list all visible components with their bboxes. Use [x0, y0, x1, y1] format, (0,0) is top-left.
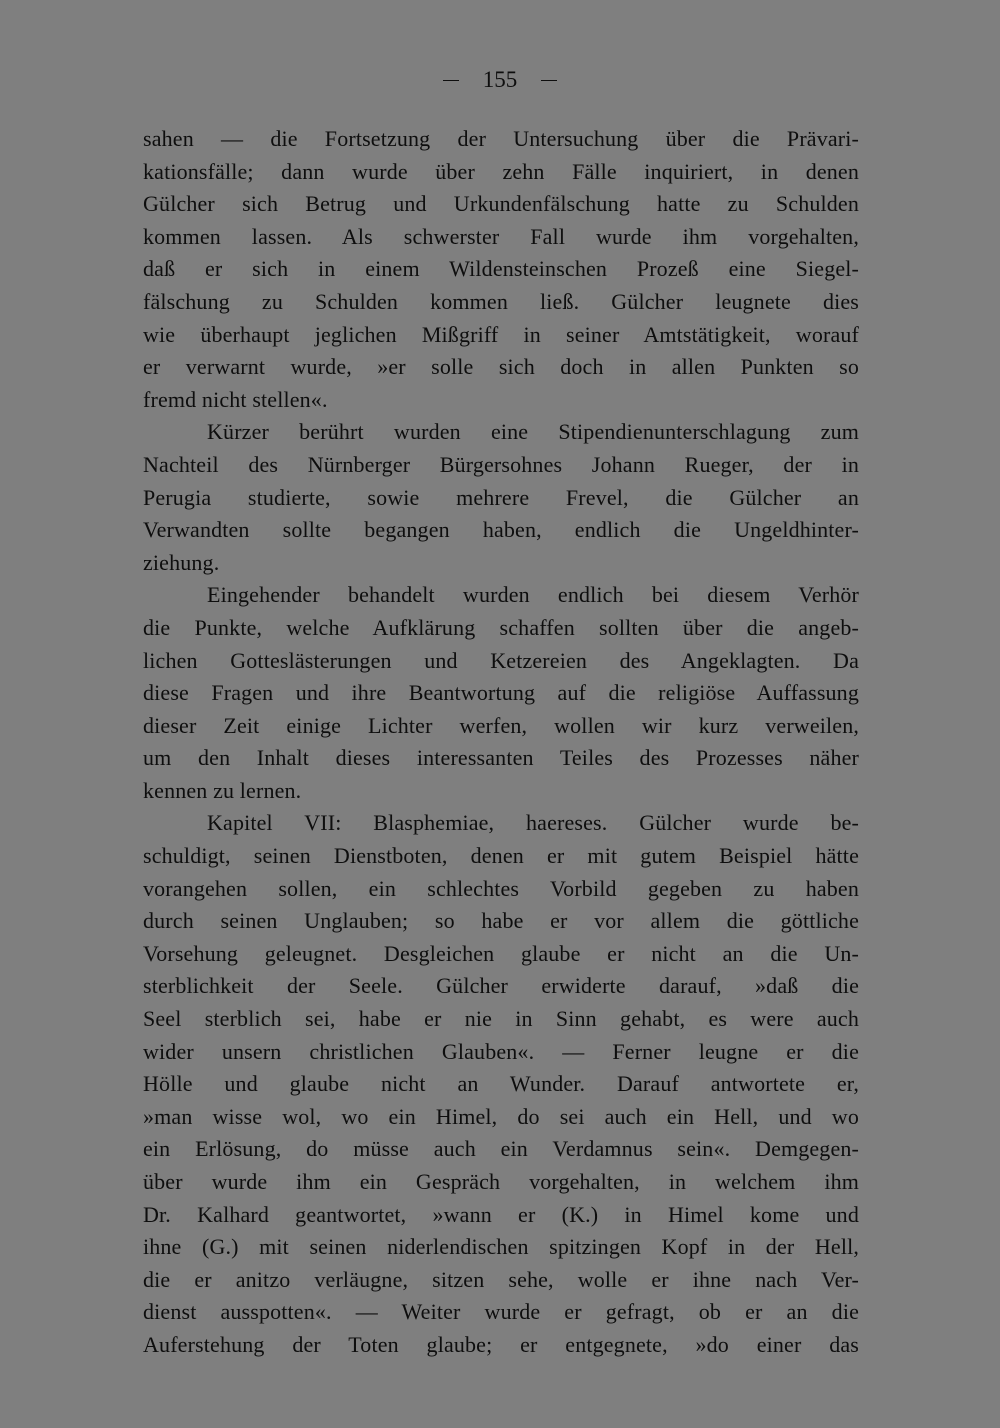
header-dash-right	[541, 80, 557, 81]
text-line: wie überhaupt jeglichen Mißgriff in seiner Amtstätigkeit, worauf	[143, 321, 859, 347]
text-line: über wurde ihm ein Gespräch vorgehalten, in welchem ihm	[143, 1169, 859, 1194]
text-line: dienst ausspotten«. — Weiter wurde er gefragt, ob er an die	[143, 1299, 859, 1325]
text-line: Auferstehung der Toten glaube; er entgegnete, »do einer das	[143, 1331, 859, 1357]
text-line: sahen — die Fortsetzung der Untersuchung über die Prävari-	[143, 126, 859, 151]
text-line: Hölle und glaube nicht an Wunder. Darauf antwortete er,	[143, 1071, 859, 1097]
text-line: die Punkte, welche Aufklärung schaffen sollten über die angeb-	[143, 614, 859, 640]
text-line: schuldigt, seinen Dienstboten, denen er mit gutem Beispiel hätte	[143, 843, 859, 869]
paragraph	[143, 579, 859, 807]
text-line: Seel sterblich sei, habe er nie in Sinn gehabt, es were auch	[143, 1006, 859, 1032]
text-line: »man wisse wol, wo ein Himel, do sei auch ein Hell, und wo	[143, 1103, 859, 1129]
paragraph	[143, 123, 859, 416]
text-line: fremd nicht stellen«.	[143, 386, 328, 412]
text-line: diese Fragen und ihre Beantwortung auf die religiöse Auffassung	[143, 680, 859, 706]
text-line: Perugia studierte, sowie mehrere Frevel, die Gülcher an	[143, 484, 859, 510]
header-dash-left	[443, 80, 459, 81]
text-line: dieser Zeit einige Lichter werfen, wollen wir kurz verweilen,	[143, 712, 859, 738]
text-line: kennen zu lernen.	[143, 777, 302, 803]
text-line: um den Inhalt dieses interessanten Teiles des Prozesses näher	[143, 745, 859, 771]
text-line: daß er sich in einem Wildensteinschen Prozeß eine Siegel-	[143, 256, 859, 282]
text-line: Nachteil des Nürnberger Bürgersohnes Johann Rueger, der in	[143, 451, 859, 477]
page-number: 155	[482, 67, 518, 92]
text-line: lichen Gotteslästerungen und Ketzereien des Angeklagten. Da	[143, 647, 859, 673]
text-line: er verwarnt wurde, »er solle sich doch in allen Punkten so	[143, 354, 859, 380]
text-line: Eingehender behandelt wurden endlich bei diesem Verhör	[207, 582, 859, 608]
text-line: ziehung.	[143, 549, 220, 575]
text-line: ihne (G.) mit seinen niderlendischen spitzingen Kopf in der Hell,	[143, 1234, 859, 1260]
body-text	[143, 123, 859, 1362]
text-line: Vorsehung geleugnet. Desgleichen glaube er nicht an die Un-	[143, 940, 859, 966]
text-line: Kapitel VII: Blasphemiae, haereses. Gülcher wurde be-	[207, 810, 859, 836]
page-header	[0, 64, 1000, 96]
text-line: ein Erlösung, do müsse auch ein Verdamnus sein«. Demgegen-	[143, 1136, 859, 1162]
text-line: Verwandten sollte begangen haben, endlich die Ungeldhinter-	[143, 517, 859, 543]
text-line: Dr. Kalhard geantwortet, »wann er (K.) in Himel kome und	[143, 1201, 859, 1227]
paragraph	[143, 807, 859, 1361]
text-line: fälschung zu Schulden kommen ließ. Gülcher leugnete dies	[143, 288, 859, 314]
text-line: sterblichkeit der Seele. Gülcher erwiderte darauf, »daß die	[143, 973, 859, 999]
text-line: die er anitzo verläugne, sitzen sehe, wolle er ihne nach Ver-	[143, 1266, 859, 1292]
paragraph	[143, 416, 859, 579]
text-line: wider unsern christlichen Glauben«. — Ferner leugne er die	[143, 1038, 859, 1064]
text-line: Kürzer berührt wurden eine Stipendienunterschlagung zum	[207, 419, 859, 445]
text-line: durch seinen Unglauben; so habe er vor allem die göttliche	[143, 908, 859, 934]
text-line: kationsfälle; dann wurde über zehn Fälle inquiriert, in denen	[143, 158, 859, 184]
text-line: vorangehen sollen, ein schlechtes Vorbild gegeben zu haben	[143, 875, 859, 901]
text-line: Gülcher sich Betrug und Urkundenfälschung hatte zu Schulden	[143, 191, 859, 217]
text-line: kommen lassen. Als schwerster Fall wurde ihm vorgehalten,	[143, 223, 859, 249]
